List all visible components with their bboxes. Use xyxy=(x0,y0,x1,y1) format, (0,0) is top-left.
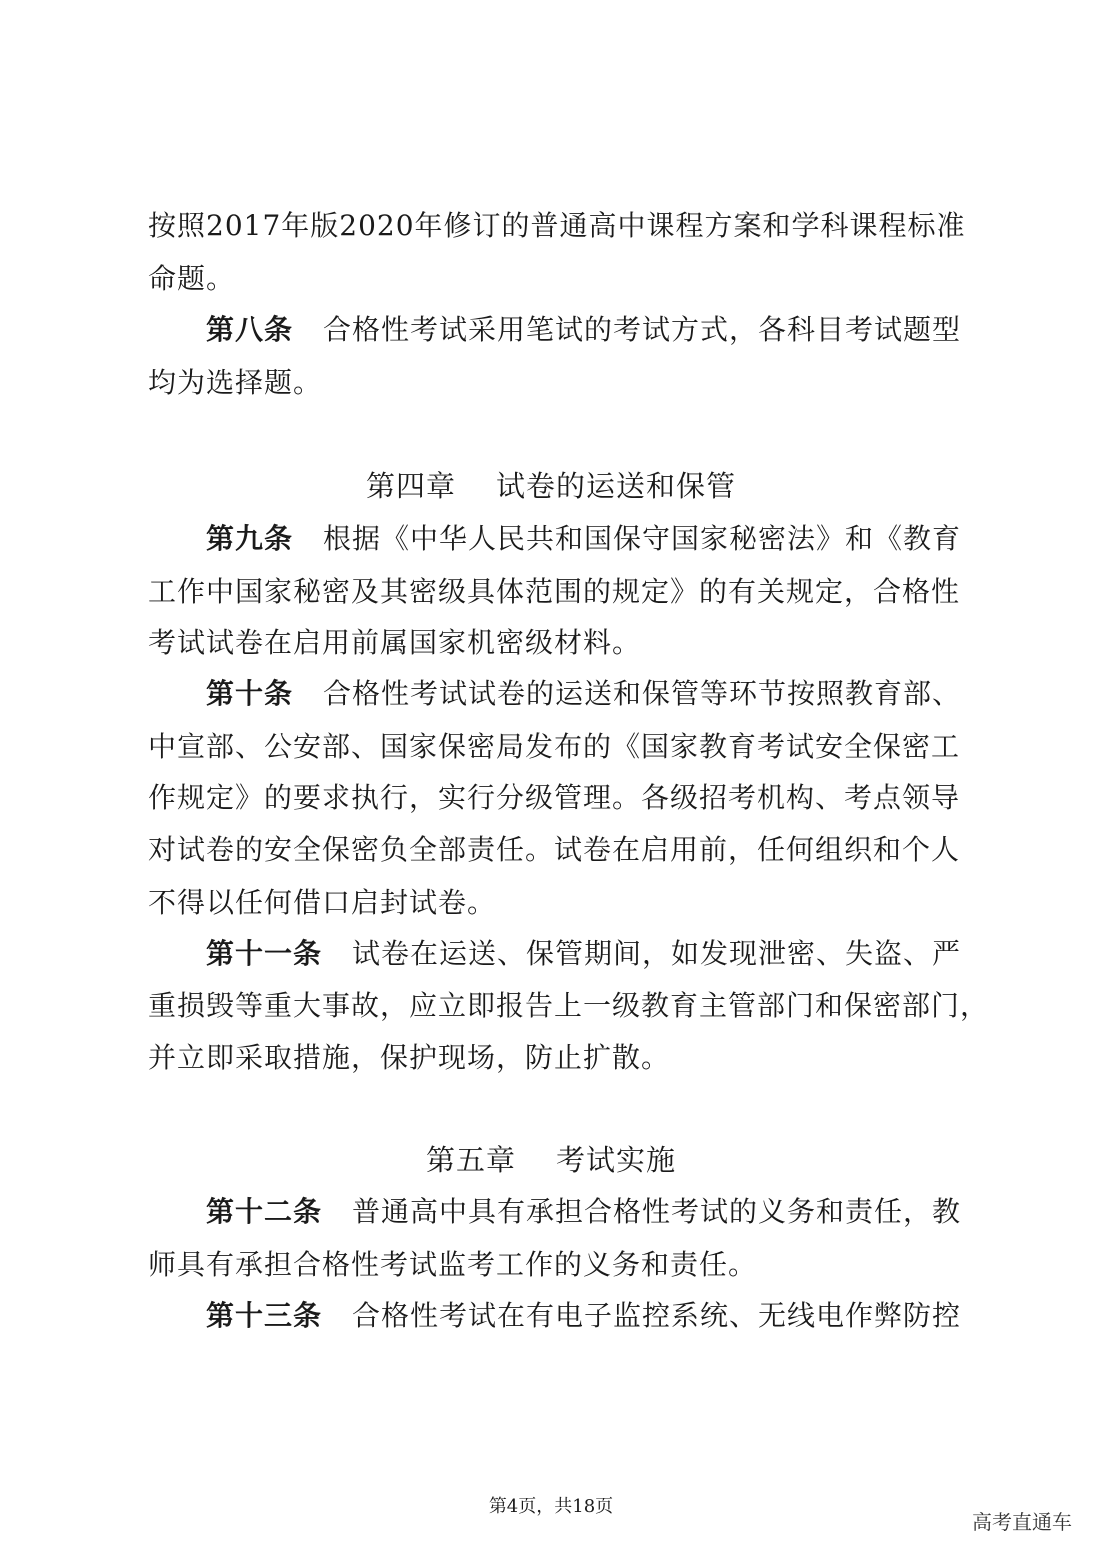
article-12 xyxy=(206,1192,961,1232)
intro-line-1: 按照2017年版2020年修订的普通高中课程方案和学科课程标准 xyxy=(148,209,966,242)
watermark-text: 高考直通车 xyxy=(972,1510,1072,1534)
article-8-label: 第八条 xyxy=(206,313,294,346)
article-8 xyxy=(206,310,961,350)
page-number: 第4页，共18页 xyxy=(488,1496,614,1517)
article-9-label: 第九条 xyxy=(206,522,294,555)
article-11-label: 第十一条 xyxy=(206,937,323,970)
chapter-4-heading xyxy=(0,466,1102,506)
article-13-text: 合格性考试在有电子监控系统、无线电作弊防控 xyxy=(352,1299,962,1332)
article-10-text: 合格性考试试卷的运送和保管等环节按照教育部、 xyxy=(323,677,962,710)
article-12-line-2: 师具有承担合格性考试监考工作的义务和责任。 xyxy=(148,1248,758,1281)
chapter-4-number: 第四章 xyxy=(365,469,456,503)
article-12-label: 第十二条 xyxy=(206,1195,323,1228)
chapter-4-title: 试卷的运送和保管 xyxy=(496,469,737,503)
article-10-line-2: 中宣部、公安部、国家保密局发布的《国家教育考试安全保密工 xyxy=(148,730,961,763)
article-10-line-4: 对试卷的安全保密负全部责任。试卷在启用前，任何组织和个人 xyxy=(148,833,961,866)
article-13 xyxy=(206,1296,961,1336)
article-9-line-2: 工作中国家秘密及其密级具体范围的规定》的有关规定，合格性 xyxy=(148,575,961,608)
article-11-line-2: 重损毁等重大事故，应立即报告上一级教育主管部门和保密部门， xyxy=(148,989,990,1022)
article-10-line-3: 作规定》的要求执行，实行分级管理。各级招考机构、考点领导 xyxy=(148,781,961,814)
article-9 xyxy=(206,519,961,559)
article-10 xyxy=(206,674,961,714)
chapter-5-number: 第五章 xyxy=(425,1143,516,1177)
article-9-line-3: 考试试卷在启用前属国家机密级材料。 xyxy=(148,626,642,659)
article-9-text: 根据《中华人民共和国保守国家秘密法》和《教育 xyxy=(323,522,962,555)
chapter-5-heading xyxy=(0,1140,1102,1180)
article-8-line-2: 均为选择题。 xyxy=(148,366,323,399)
article-11-text: 试卷在运送、保管期间，如发现泄密、失盗、严 xyxy=(352,937,962,970)
article-13-label: 第十三条 xyxy=(206,1299,323,1332)
article-10-line-5: 不得以任何借口启封试卷。 xyxy=(148,886,497,919)
article-11 xyxy=(206,934,961,974)
article-12-text: 普通高中具有承担合格性考试的义务和责任，教 xyxy=(352,1195,962,1228)
article-10-label: 第十条 xyxy=(206,677,294,710)
article-11-line-3: 并立即采取措施，保护现场，防止扩散。 xyxy=(148,1041,671,1074)
chapter-5-title: 考试实施 xyxy=(556,1143,677,1177)
intro-line-2: 命题。 xyxy=(148,262,236,295)
article-8-text: 合格性考试采用笔试的考试方式，各科目考试题型 xyxy=(323,313,962,346)
